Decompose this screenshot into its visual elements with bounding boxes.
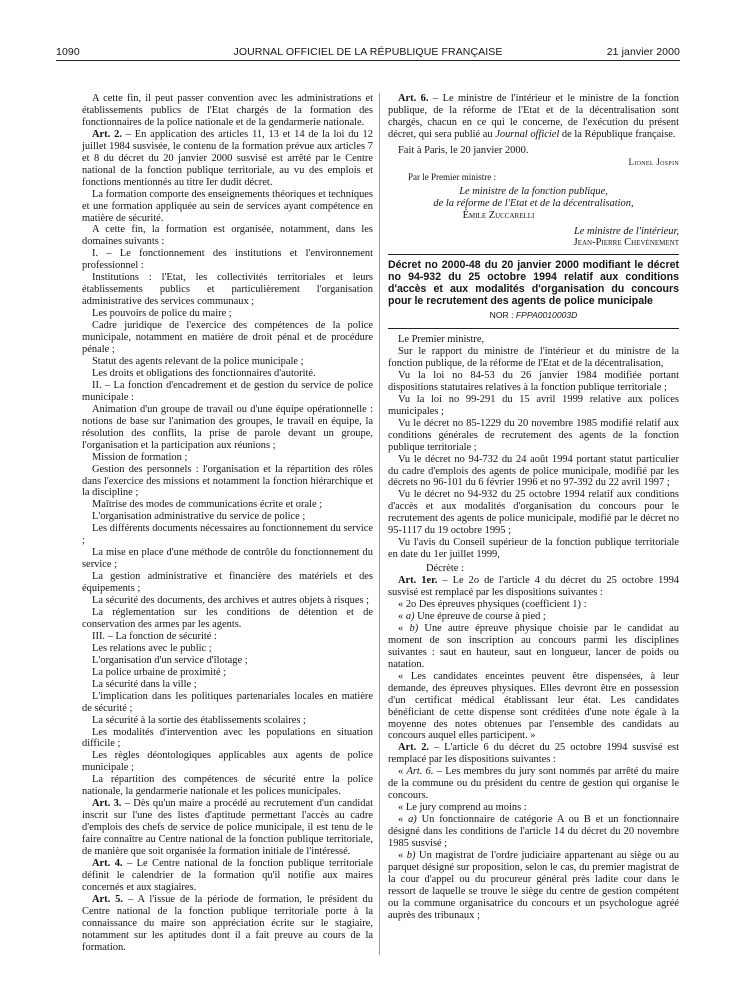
nor-label: NOR : [489,310,516,321]
decree-title: Décret no 2000-48 du 20 janvier 2000 modifiant le décret no 94-932 du 25 octobre 1994 relatif aux conditions d'accès et aux modalités d'organisation du concours pour le recrutement des agents de police municipale [388,259,679,308]
item-letter: b) [406,850,416,861]
item-text: Un fonctionnaire de catégorie A ou B et un fonctionnaire désigné dans les conditions de l'article 14 du décret du 20 novembre 1985 susvisé ; [388,814,679,850]
article-4 [82,858,373,894]
right-column [388,93,679,922]
article-label: Art. 5. [92,893,124,905]
quote-mark: « [398,766,407,778]
item-letter: a) [408,814,417,826]
list-item: La réglementation sur les conditions de détention et de conservation des armes par les agents. [82,606,373,630]
article-label: Art. 2. [398,742,430,754]
issue-date: 21 janvier 2000 [606,46,680,58]
item-letter: b) [409,622,419,634]
list-item: La gestion administrative et financière des matériels et des équipements ; [82,571,373,595]
journal-title: JOURNAL OFFICIEL DE LA RÉPUBLIQUE FRANÇAISE [233,46,503,58]
section-heading: II. – La fonction d'encadrement et de gestion du service de police municipale : [82,379,373,403]
article-label: Art. 6. [398,93,429,104]
visa: Vu l'avis du Conseil supérieur de la fonction publique territoriale en date du 1er juillet 1999, [388,537,679,561]
article-text: – Le Centre national de la fonction publique territoriale définit le calendrier de la formation qu'il notifie aux maires concernés et aux stagiaires. [82,858,373,893]
by-prime-minister: Par le Premier ministre : [408,171,496,182]
list-item: L'organisation d'un service d'îlotage ; [92,654,248,666]
nor-code: FPPA0010003D [515,310,578,321]
quoted-paragraph: « Les candidates enceintes peuvent être dispensées, à leur demande, des épreuves physiques. Elles devront être en possession d'un certificat médical établissant leur état. Les candidates bénéficiant de cette dispense sont créditées d'une note égale à la moyenne des notes obtenues par l'ensemble des candidats au concours auquel elles participent. » [388,670,679,742]
nor-reference [388,310,679,322]
article-text: – Le 2o de l'article 4 du décret du 25 octobre 1994 susvisé est remplacé par les dispositions suivantes : [388,575,680,599]
list-item: Maîtrise des modes de communications écrite et orale ; [92,499,323,511]
list-item: Les différents documents nécessaires au fonctionnement du service ; [82,523,373,547]
item-text: Une épreuve de course à pied ; [414,610,546,622]
article-1 [388,575,679,599]
visa: Vu le décret no 94-732 du 24 août 1994 portant statut particulier du cadre d'emplois des agents de police municipale, modifié par les décrets no 96-101 du 6 février 1996 et no 97-392 du 22 avril 1997 ; [388,453,679,489]
minister-title: Le ministre de la fonction publique, [459,185,608,197]
list-item: Les pouvoirs de police du maire ; [92,308,232,320]
item-text: Une autre épreuve physique choisie par le candidat au moment de son inscription au concours parmi les disciplines suivantes : saut en hauteur, saut en longueur, lancer de poids ou natation. [388,622,679,670]
list-item: Les modalités d'intervention avec les populations en situation difficile ; [82,726,373,750]
section-heading: III. – La fonction de sécurité : [92,630,217,642]
list-item: Gestion des personnels : l'organisation et la répartition des rôles dans l'exercice des missions et notamment la fonction hiérarchique et la discipline ; [82,463,373,499]
list-item: La sécurité à la sortie des établissements scolaires ; [92,714,306,726]
visa: Vu le décret no 94-932 du 25 octobre 1994 relatif aux conditions d'accès et aux modalités d'organisation du concours pour le recrutement des agents de police municipale, modifié par le décret no 95-1117 du 19 octobre 1995 ; [388,489,679,537]
paragraph: A cette fin, la formation est organisée, notamment, dans les domaines suivants : [82,224,373,248]
list-item: La répartition des compétences de sécurité entre la police nationale, la gendarmerie nationale et les polices municipales. [82,774,373,798]
paragraph: Le Premier ministre, [398,334,485,346]
visa: Vu la loi no 99-291 du 15 avril 1999 relative aux polices municipales ; [388,393,679,417]
signature-minister-interior: Jean-Pierre Chevènement [573,237,679,249]
list-item: Les droits et obligations des fonctionnaires d'autorité. [92,367,316,379]
running-header [56,44,680,60]
paragraph: Sur le rapport du ministre de l'intérieur et du ministre de la fonction publique, de la réforme de l'Etat et de la décentralisation, [388,345,679,369]
journal-reference: Journal officiel [495,128,560,140]
section-rule [388,328,679,329]
article-text: – L'article 6 du décret du 25 octobre 1994 susvisé est remplacé par les dispositions suivantes : [388,742,679,766]
list-item: Les règles déontologiques applicables aux agents de police municipale ; [82,750,373,774]
article-2 [388,742,679,766]
article-5 [82,894,373,954]
quote-mark: « [398,610,406,622]
list-item: Animation d'un groupe de travail ou d'une équipe opérationnelle : notions de base sur l'animation des groupes, le travail en équipe, la résolution des conflits, la prise de parole devant un groupe, l'organisation et la participation aux réunions ; [82,403,373,451]
quoted-paragraph [388,611,679,623]
list-item: La mise en place d'une méthode de contrôle du fonctionnement du service ; [82,547,373,571]
list-item: La police urbaine de proximité ; [92,666,227,678]
minister-title: Le ministre de l'intérieur, [573,225,679,237]
article-label: Art. 3. [92,798,122,810]
quoted-paragraph: « Le jury comprend au moins : [398,802,527,814]
article-text: de la République française. [559,128,676,140]
visa: Vu la loi no 84-53 du 26 janvier 1984 modifiée portant dispositions statutaires relatives à la fonction publique territoriale ; [388,369,679,393]
list-item: Statut des agents relevant de la police municipale ; [92,355,304,367]
minister-title: de la réforme de l'Etat et de la décentralisation, [433,197,634,209]
quoted-article-label: Art. 6. [406,766,434,778]
quoted-paragraph: « 2o Des épreuves physiques (coefficient 1) : [398,598,587,610]
list-item: La sécurité dans la ville ; [92,678,197,690]
list-item: L'organisation administrative du service de police ; [92,511,306,523]
section-rule [388,254,679,255]
list-item: Cadre juridique de l'exercice des compétences de la police municipale, notamment en matière de droit pénal et de procédure pénale ; [82,320,373,356]
column-divider [379,93,380,955]
quoted-paragraph [388,814,679,850]
visa: Vu le décret no 85-1229 du 20 novembre 1985 modifié relatif aux conditions générales de recrutement des agents de la fonction publique territoriale ; [388,417,679,453]
item-text: – Les membres du jury sont nommés par arrêté du maire de la commune ou du président du centre de gestion qui organise le concours. [388,766,680,802]
article-text: – Le ministre de l'intérieur et le ministre de la fonction publique, de la réforme de l'Etat et de la décentralisation sont chargés, chacun en ce qui le concerne, de l'exécution du présent décret, qui sera publié au [388,93,679,140]
quoted-paragraph [388,850,679,922]
quoted-paragraph [388,623,679,671]
header-rule [56,60,680,61]
quoted-paragraph [388,766,679,802]
article-6 [388,93,679,141]
item-letter: a) [405,610,415,622]
article-text: – A l'issue de la période de formation, le président du Centre national de la fonction publique territoriale porte à la connaissance du maire son appréciation écrite sur le stagiaire, notamment sur les aptitudes dont il a fait preuve au cours de la formation. [82,893,373,953]
quote-mark: « [398,622,410,634]
left-column [82,93,373,954]
quote-mark: « [398,850,407,861]
item-text: Un magistrat de l'ordre judiciaire appartenant au siège ou au parquet désigné sur proposition, selon le cas, du premier magistrat de la cour d'appel ou du procureur général près ladite cour dans le ressort de laquelle se trouve le siège du centre de gestion compétent ou la commune organisatrice du concours et un psychologue agréé auprès des tribunaux ; [388,850,679,921]
paragraph: La formation comporte des enseignements théoriques et techniques et une formation appliquée au sein de services ayant compétence en matière de sécurité. [82,188,373,224]
list-item: Les relations avec le public ; [92,642,212,654]
article-label: Art. 4. [92,858,123,869]
list-item: Institutions : l'Etat, les collectivités territoriales et leurs établissements publics et particulièrement l'organisation administrative des services communaux ; [82,272,373,308]
article-label: Art. 1er. [398,575,438,587]
list-item: Mission de formation ; [92,451,188,463]
article-text: – Dès qu'un maire a procédé au recrutement d'un candidat inscrit sur l'une des listes d'aptitude permettant l'accès au cadre d'emplois des chefs de service de police municipale, il est tenu de le faire connaître au Centre national de la fonction publique territoriale, de manière que soit organisée la formation initiale de l'intéressé. [82,798,373,858]
page-number: 1090 [56,46,80,58]
signature-minister-fp: Émile Zuccarelli [462,209,535,221]
signature-prime-minister: Lionel Jospin [628,156,679,167]
article-label: Art. 2. [92,128,122,140]
article-3 [82,798,373,858]
signing-place-date: Fait à Paris, le 20 janvier 2000. [398,144,529,156]
section-heading: I. – Le fonctionnement des institutions et l'environnement professionnel : [82,248,373,272]
article-text: – En application des articles 11, 13 et 14 de la loi du 12 juillet 1984 susvisée, le contenu de la formation prévue aux articles 7 et 8 du décret du 20 janvier 2000 susvisé est arrêté par le Centre national de la fonction publique territoriale, au vu des emplois et fonctions mentionnés au titre Ier dudit décret. [82,128,373,188]
article-2 [82,129,373,189]
decrete: Décrète : [426,563,464,575]
list-item: L'implication dans les politiques partenariales locales en matière de sécurité ; [82,690,373,714]
paragraph: A cette fin, il peut passer convention avec les administrations et établissements publics de l'Etat chargés de la formation des fonctionnaires de la police nationale et de la gendarmerie nationale. [82,93,373,128]
quote-mark: « [398,814,409,826]
list-item: La sécurité des documents, des archives et autres objets à risques ; [92,595,370,607]
